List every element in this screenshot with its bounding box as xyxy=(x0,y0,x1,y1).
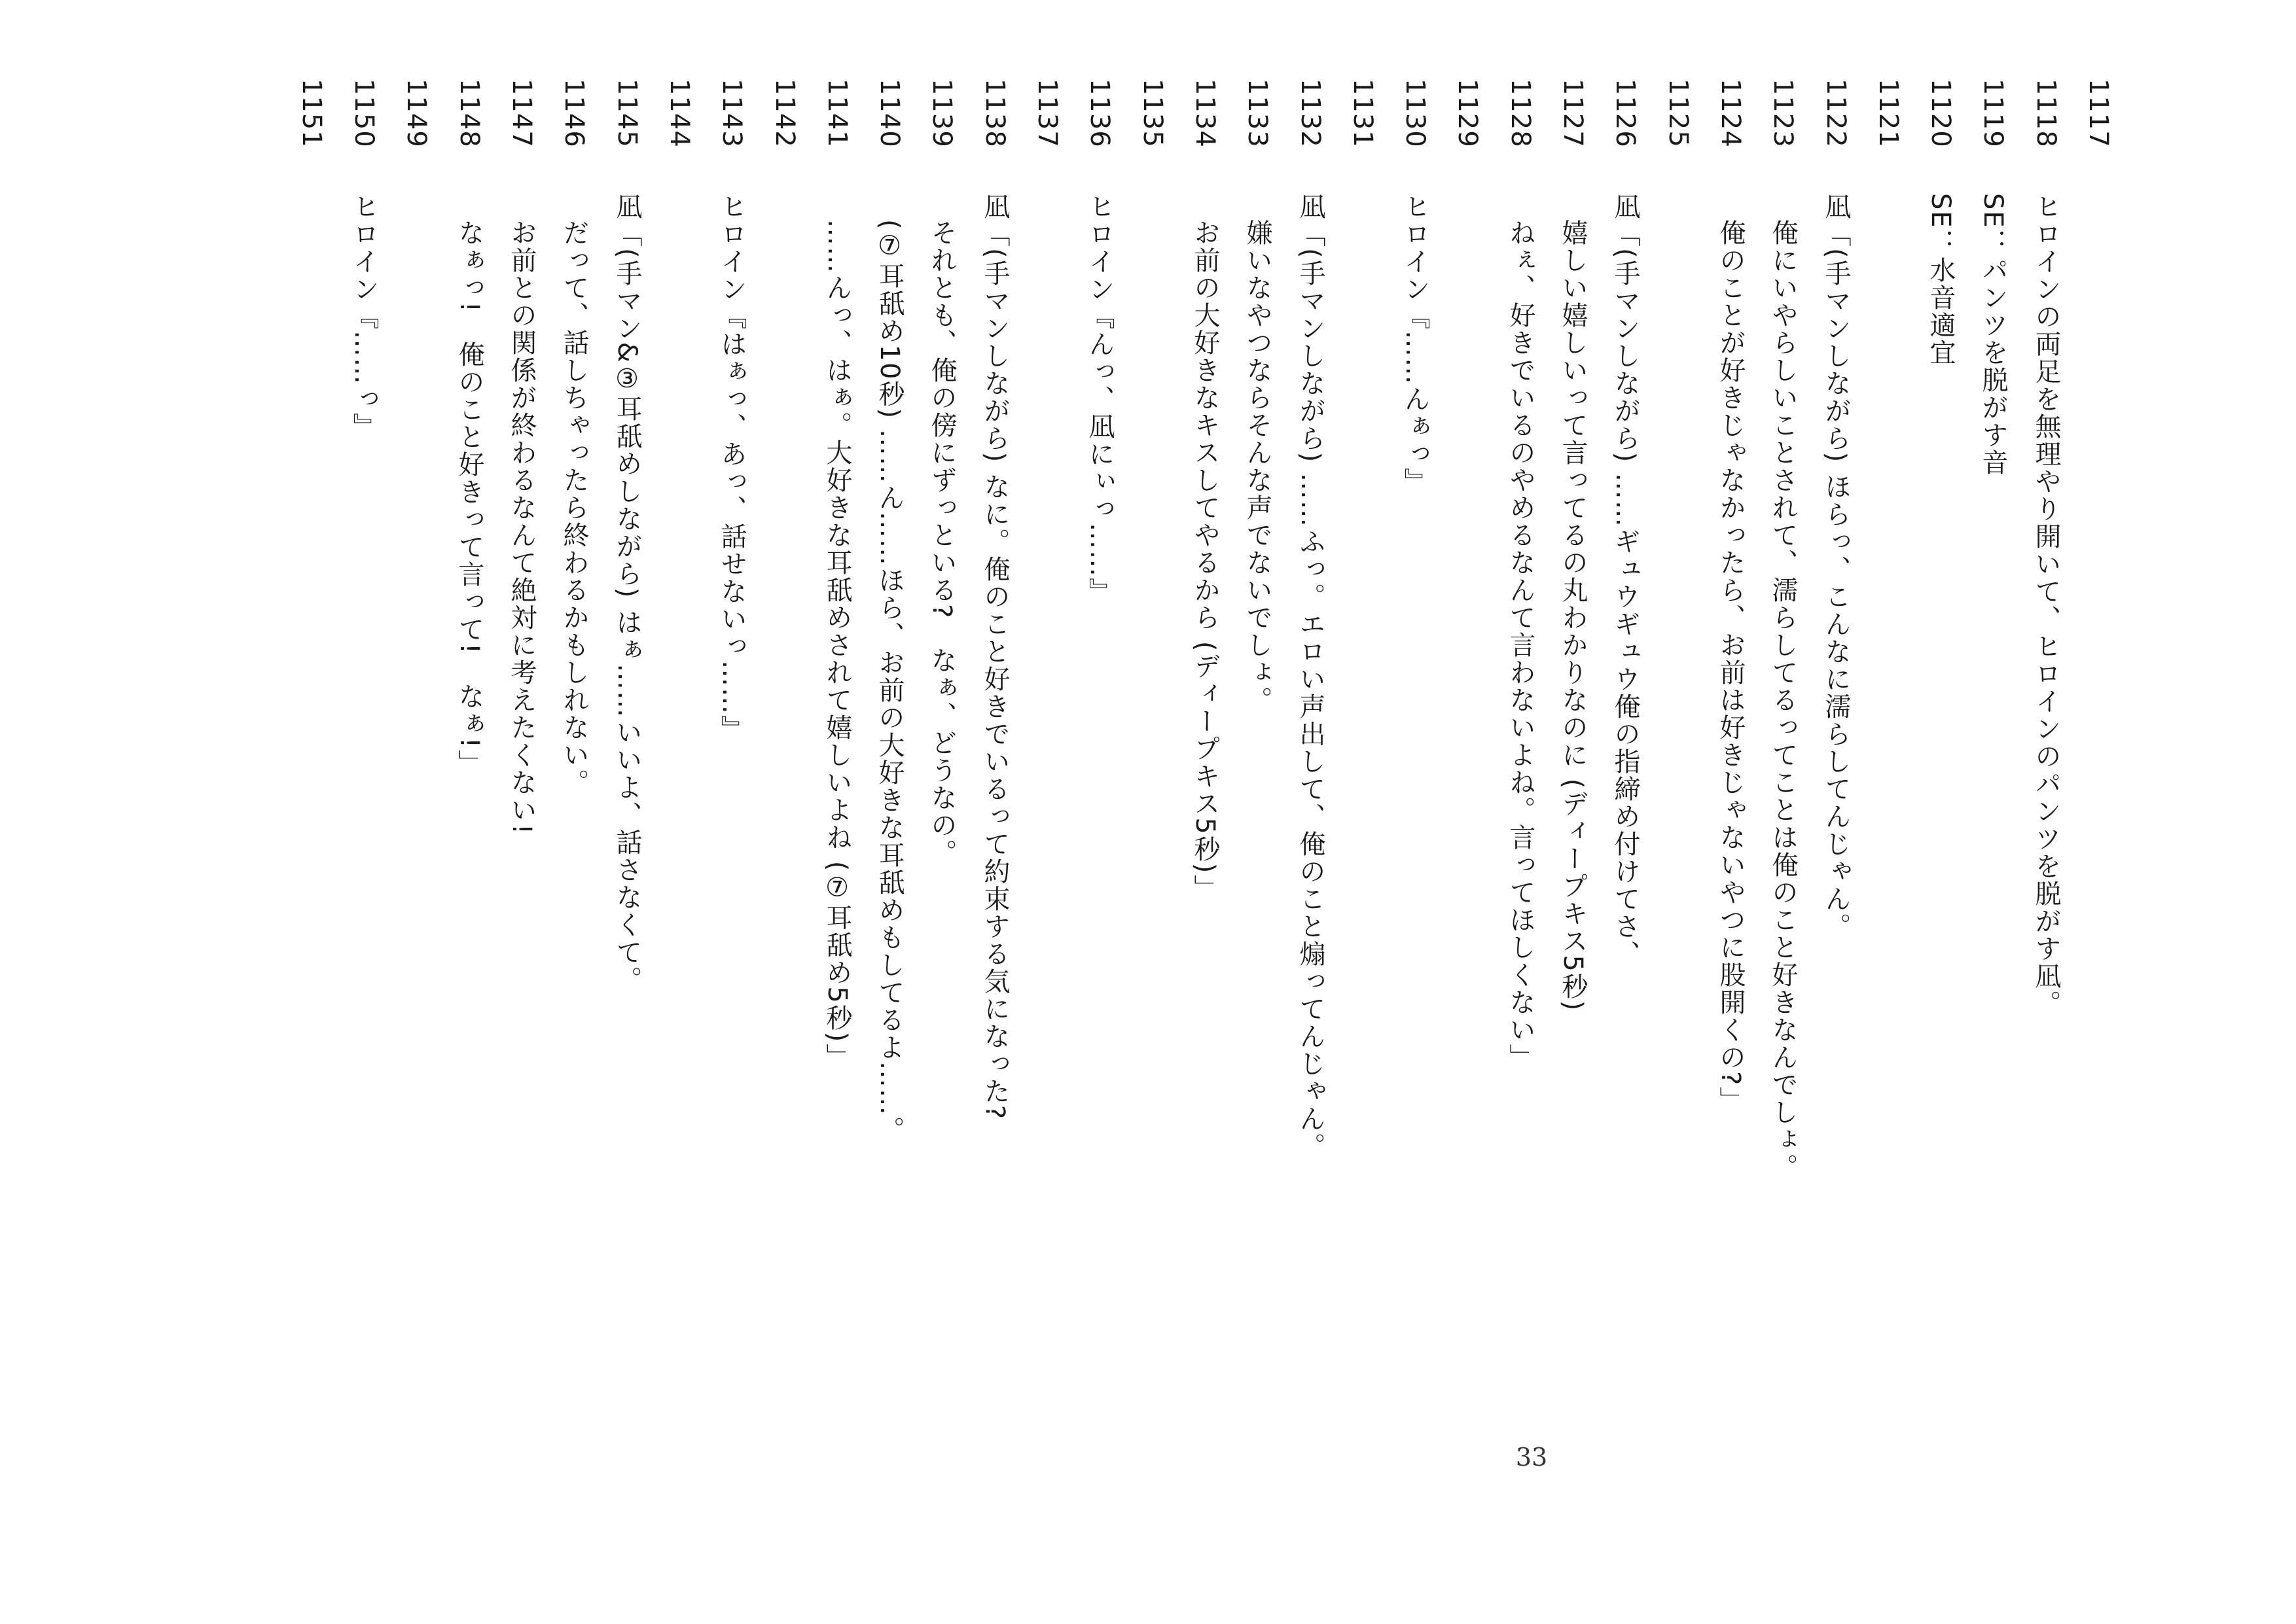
line-text: お前の大好きなキスしてやるから (ディープキス5秒)」 xyxy=(1190,219,1220,902)
line-number: 1122 xyxy=(1821,79,1851,148)
line-number: 1145 xyxy=(612,79,642,148)
line-number: 1130 xyxy=(1400,79,1430,148)
script-line xyxy=(1920,79,1961,1400)
line-number: 1149 xyxy=(401,79,431,148)
line-number: 1143 xyxy=(717,79,747,148)
line-text: 凪「(手マン&③耳舐めしながら) はぁ……いいよ、話さなくて。 xyxy=(612,193,642,994)
line-number: 1129 xyxy=(1452,79,1482,148)
script-line xyxy=(922,79,962,1400)
script-line xyxy=(1500,79,1541,1400)
script-line xyxy=(1710,79,1751,1400)
script-line xyxy=(2078,79,2119,1400)
script-line xyxy=(1079,79,1120,1400)
script-line xyxy=(1185,79,1225,1400)
script-line xyxy=(554,79,594,1400)
line-text: ヒロイン『……んぁっ』 xyxy=(1400,193,1430,495)
script-line xyxy=(764,79,805,1400)
line-text: だって、話しちゃったら終わるかもしれない。 xyxy=(559,219,589,796)
line-text: 嫌いなやつならそんな声でないでしょ。 xyxy=(1242,219,1272,714)
line-text: ねぇ、好きでいるのやめるなんて言わないよね。言ってほしくない」 xyxy=(1505,219,1535,1071)
line-text: 俺のことが好きじゃなかったら、お前は好きじゃないやつに股開くの?」 xyxy=(1715,219,1746,1114)
script-line xyxy=(869,79,910,1400)
script-line xyxy=(501,79,542,1400)
script-line xyxy=(1342,79,1383,1400)
line-number: 1118 xyxy=(2031,79,2061,148)
script-line xyxy=(1658,79,1698,1400)
line-text: ヒロイン『んっ、凪にぃっ……』 xyxy=(1085,193,1115,605)
line-number: 1119 xyxy=(1978,79,2008,148)
script-line xyxy=(291,79,332,1400)
line-number: 1120 xyxy=(1926,79,1956,148)
script-line xyxy=(2026,79,2066,1400)
line-number: 1128 xyxy=(1505,79,1535,148)
line-text: 俺にいやらしいことされて、濡らしてるってことは俺のこと好きなんでしょ。 xyxy=(1768,219,1798,1181)
script-line xyxy=(659,79,700,1400)
line-text: 嬉しい嬉しいって言ってるの丸わかりなのに (ディープキス5秒) xyxy=(1558,219,1588,1012)
line-number: 1140 xyxy=(874,79,905,148)
line-number: 1135 xyxy=(1138,79,1168,148)
line-number: 1125 xyxy=(1663,79,1693,148)
line-number: 1127 xyxy=(1558,79,1588,148)
line-number: 1117 xyxy=(2083,79,2113,148)
script-line xyxy=(1763,79,1803,1400)
line-text: SE：パンツを脱がす音 xyxy=(1978,193,2008,476)
script-line xyxy=(711,79,752,1400)
line-number: 1124 xyxy=(1715,79,1746,148)
page-number: 33 xyxy=(1515,1443,1548,1472)
line-number: 1151 xyxy=(296,79,327,148)
line-number: 1137 xyxy=(1032,79,1062,148)
script-line xyxy=(817,79,857,1400)
script-line xyxy=(1395,79,1435,1400)
script-line xyxy=(607,79,647,1400)
script-line xyxy=(1868,79,1909,1400)
line-number: 1148 xyxy=(454,79,484,148)
line-number: 1138 xyxy=(980,79,1010,148)
line-text: 凪「(手マンしながら) なに。俺のこと好きでいるって約束する気になった? xyxy=(980,193,1010,1121)
line-text: SE：水音適宜 xyxy=(1926,193,1956,366)
line-number: 1134 xyxy=(1190,79,1220,148)
line-text: ヒロインの両足を無理やり開いて、ヒロインのパンツを脱がす凪。 xyxy=(2031,193,2061,1017)
line-number: 1133 xyxy=(1242,79,1272,148)
line-number: 1121 xyxy=(1873,79,1903,148)
script-line xyxy=(1552,79,1593,1400)
line-text: ヒロイン『……っ』 xyxy=(349,193,379,440)
line-text: なぁっ! 俺のこと好きって言って! なぁ!」 xyxy=(454,219,484,777)
script-line xyxy=(1816,79,1856,1400)
script-line xyxy=(1973,79,2013,1400)
script-line xyxy=(1132,79,1173,1400)
line-number: 1147 xyxy=(507,79,537,148)
line-text: 凪「(手マンしながら) ……ギュウギュウ俺の指締め付けてさ、 xyxy=(1610,193,1640,968)
line-text: ヒロイン『はぁっ、あっ、話せないっ……』 xyxy=(717,193,747,743)
line-text: それとも、俺の傍にずっといる? なぁ、どうなの。 xyxy=(927,219,957,867)
script-line xyxy=(1027,79,1067,1400)
line-number: 1123 xyxy=(1768,79,1798,148)
line-text: 凪「(手マンしながら) ……ふっ。エロい声出して、俺のこと煽ってんじゃん。 xyxy=(1295,193,1325,1160)
line-text: ……んっ、はぁ。大好きな耳舐めされて嬉しいよね (⑦耳舐め5秒)」 xyxy=(822,219,852,1071)
line-number: 1146 xyxy=(559,79,589,148)
script-line xyxy=(1290,79,1331,1400)
line-number: 1150 xyxy=(349,79,379,148)
line-number: 1132 xyxy=(1295,79,1325,148)
line-text: (⑦耳舐め10秒) ……ん……ほら、お前の大好きな耳舐めもしてるよ……。 xyxy=(874,219,905,1144)
line-number: 1139 xyxy=(927,79,957,148)
script-line xyxy=(449,79,490,1400)
script-line xyxy=(396,79,437,1400)
line-number: 1142 xyxy=(770,79,800,148)
line-number: 1144 xyxy=(664,79,694,148)
line-text: 凪「(手マンしながら) ほらっ、こんなに濡らしてんじゃん。 xyxy=(1821,193,1851,940)
script-line xyxy=(1605,79,1645,1400)
script-line xyxy=(1447,79,1488,1400)
line-number: 1126 xyxy=(1610,79,1640,148)
script-line xyxy=(344,79,384,1400)
line-text: お前との関係が終わるなんて絶対に考えたくない! xyxy=(507,219,537,836)
line-number: 1141 xyxy=(822,79,852,148)
line-number: 1131 xyxy=(1348,79,1378,148)
line-number: 1136 xyxy=(1085,79,1115,148)
script-line xyxy=(1237,79,1278,1400)
script-line xyxy=(975,79,1015,1400)
